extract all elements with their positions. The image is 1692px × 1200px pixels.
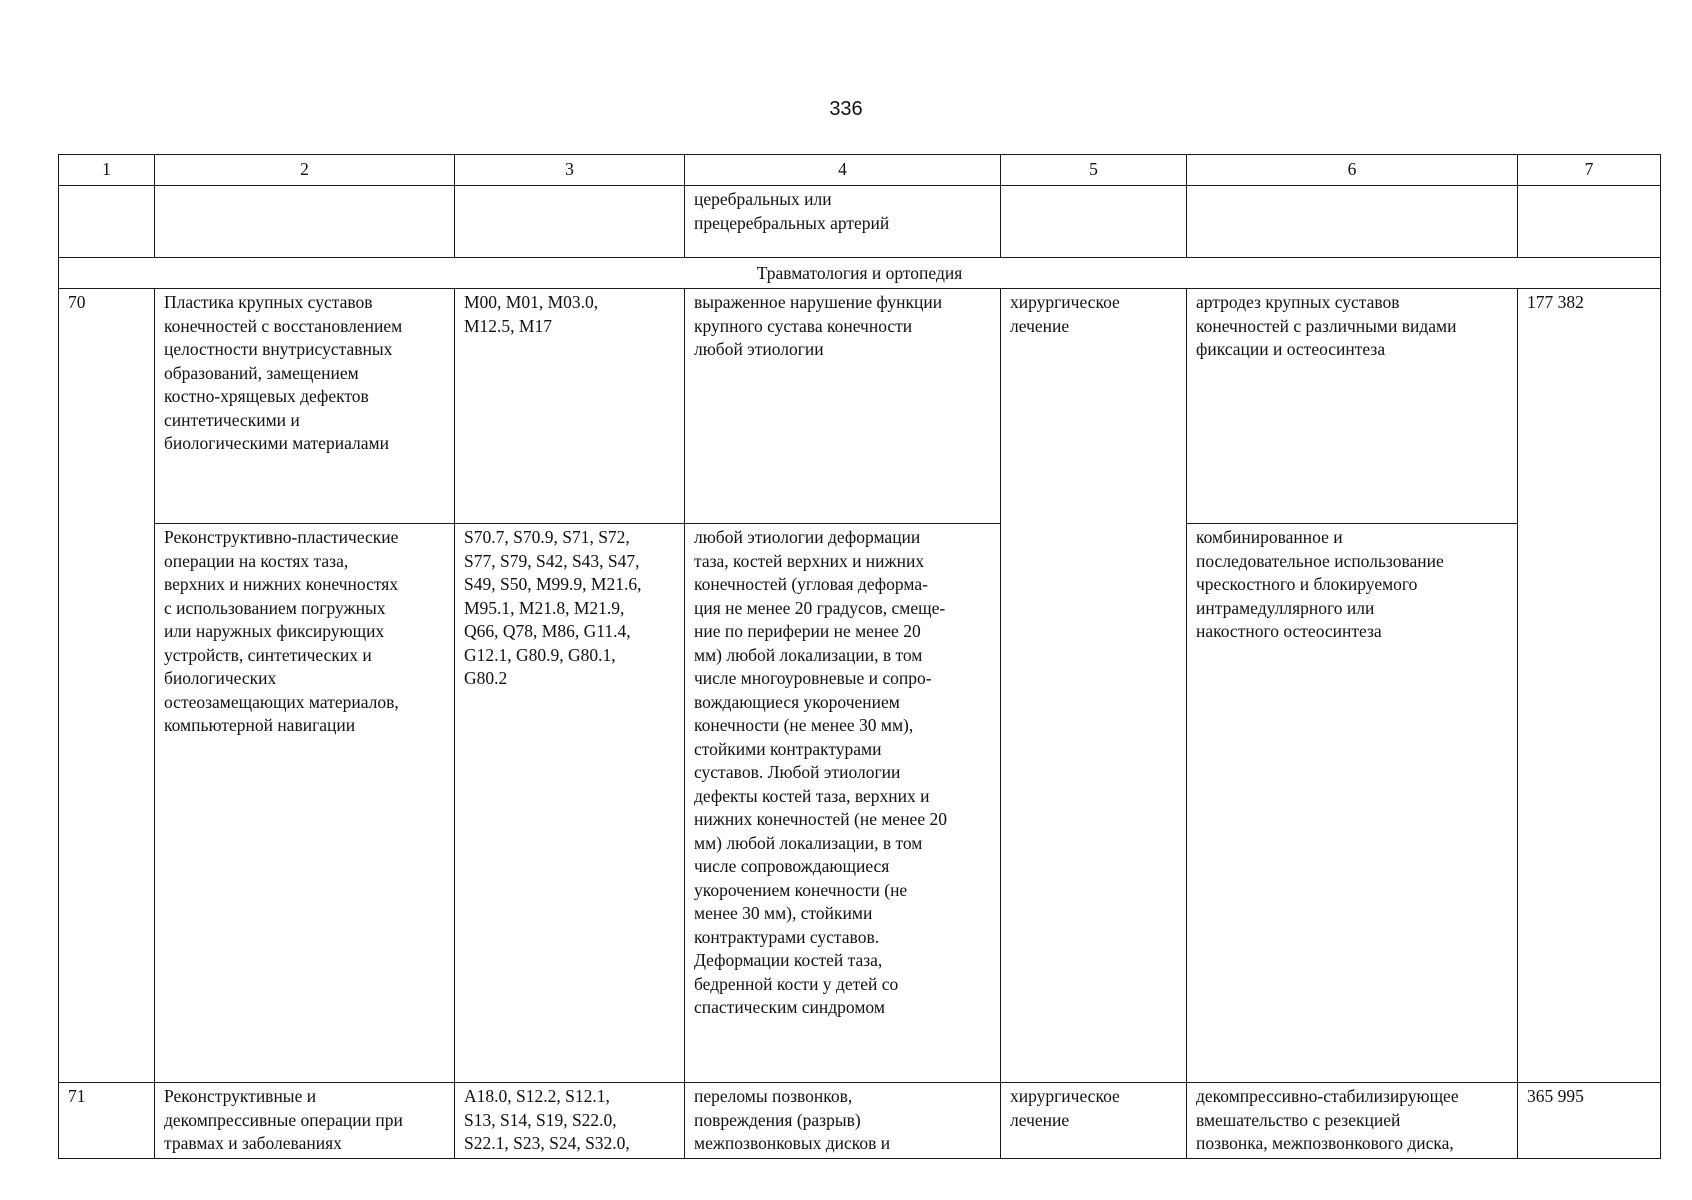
row-number-cell: 70 [59,289,155,1083]
treatment-method-cell: комбинированное и последовательное использование чрескостного и блокируемого интрамедуллярного или накостного остеосинтеза [1187,524,1518,1083]
continuation-row [59,186,1661,258]
treatment-type-cell: хирургическое лечение [1001,289,1187,1083]
section-title: Травматология и ортопедия [59,258,1661,289]
column-header-4: 4 [685,155,1001,186]
table-cell [455,186,685,258]
row-number-cell: 71 [59,1083,155,1159]
table-cell [1001,186,1187,258]
table-cell [1518,186,1661,258]
patient-model-cell: переломы позвонков, повреждения (разрыв) межпозвонковых дисков и [685,1083,1001,1159]
table-row [59,524,1661,1083]
column-header-6: 6 [1187,155,1518,186]
treatment-method-cell: артродез крупных суставов конечностей с различными видами фиксации и остеосинтеза [1187,289,1518,524]
services-table [58,154,1661,1159]
procedure-name-cell: Реконструктивные и декомпрессивные операции при травмах и заболеваниях [155,1083,455,1159]
column-header-2: 2 [155,155,455,186]
column-header-3: 3 [455,155,685,186]
table-row [59,289,1661,524]
column-number-header [59,155,1661,186]
treatment-method-cell: декомпрессивно-стабилизирующее вмешательство с резекцией позвонка, межпозвонкового диска, [1187,1083,1518,1159]
table-cell [155,186,455,258]
column-header-7: 7 [1518,155,1661,186]
section-row [59,258,1661,289]
table-row [59,1083,1661,1159]
column-header-1: 1 [59,155,155,186]
continued-model-cell: церебральных или прецеребральных артерий [685,186,1001,258]
table-cell [59,186,155,258]
procedure-name-cell: Реконструктивно-пластические операции на костях таза, верхних и нижних конечностях с использованием погружных или наружных фиксирующих устройств, синтетических и биологических остеозамещающих материалов, компьютерной навигации [155,524,455,1083]
icd-codes-cell: M00, M01, M03.0, M12.5, M17 [455,289,685,524]
table-cell [1187,186,1518,258]
patient-model-cell: выраженное нарушение функции крупного сустава конечности любой этиологии [685,289,1001,524]
cost-cell: 365 995 [1518,1083,1661,1159]
column-header-5: 5 [1001,155,1187,186]
page-number: 336 [829,98,863,120]
treatment-type-cell: хирургическое лечение [1001,1083,1187,1159]
icd-codes-cell: A18.0, S12.2, S12.1, S13, S14, S19, S22.0, S22.1, S23, S24, S32.0, [455,1083,685,1159]
procedure-name-cell: Пластика крупных суставов конечностей с восстановлением целостности внутрисуставных образований, замещением костно-хрящевых дефектов синтетическими и биологическими материалами [155,289,455,524]
icd-codes-cell: S70.7, S70.9, S71, S72, S77, S79, S42, S43, S47, S49, S50, M99.9, M21.6, M95.1, M21.8, M21.9, Q66, Q78, M86, G11.4, G12.1, G80.9, G80.1, G80.2 [455,524,685,1083]
patient-model-cell: любой этиологии деформации таза, костей верхних и нижних конечностей (угловая деформа- ция не менее 20 градусов, смеще- ние по периферии не менее 20 мм) любой локализации, в том числе многоуровневые и сопро- вождающиеся укорочением конечности (не менее 30 мм), стойкими контрактурами суставов. Любой этиологии дефекты костей таза, верхних и нижних конечностей (не менее 20 мм) любой локализации, в том числе сопровождающиеся укорочением конечности (не менее 30 мм), стойкими контрактурами суставов. Деформации костей таза, бедренной кости у детей со спастическим синдромом [685,524,1001,1083]
cost-cell: 177 382 [1518,289,1661,1083]
